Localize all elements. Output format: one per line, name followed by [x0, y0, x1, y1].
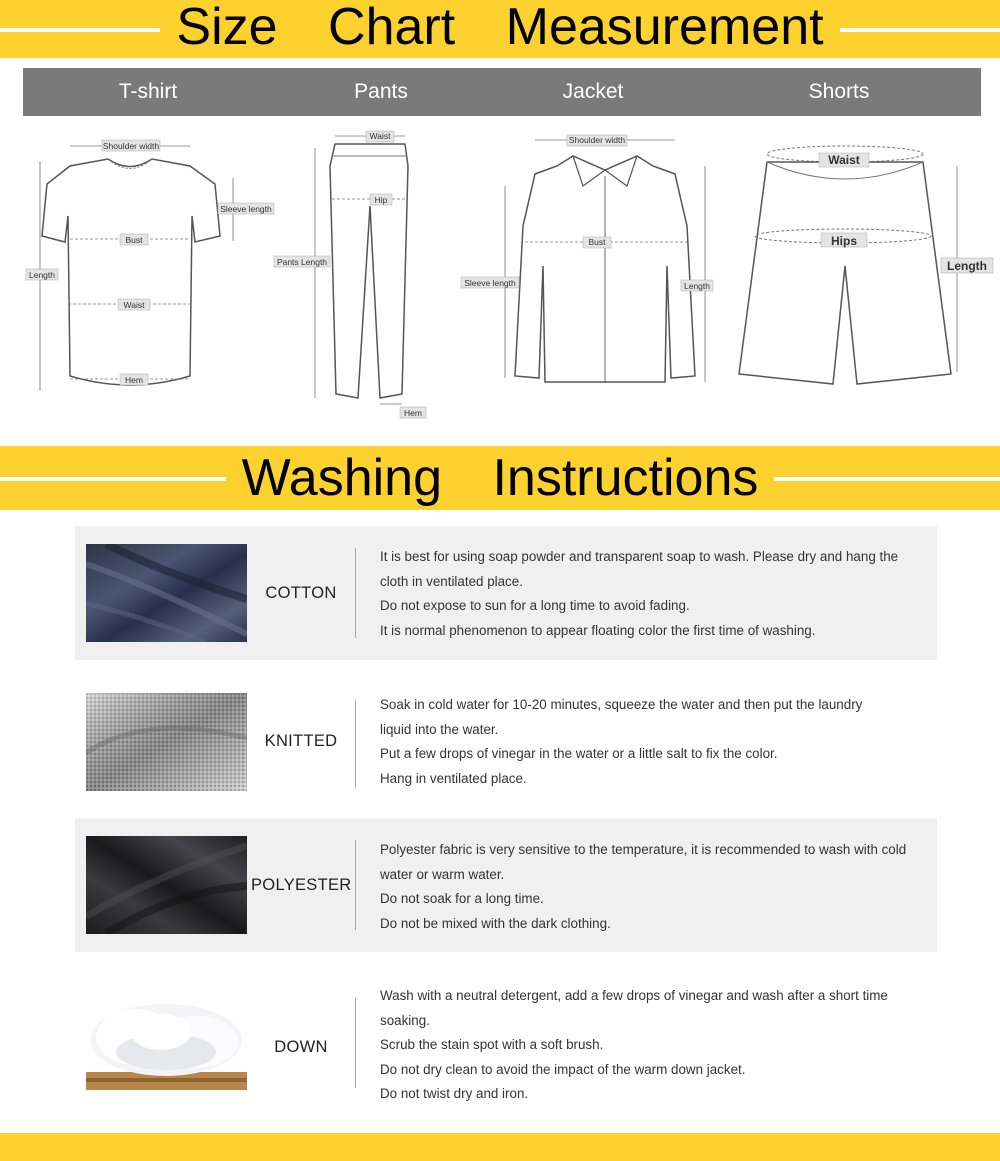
title-word: Instructions [484, 449, 766, 507]
fabric-row-cotton [75, 526, 937, 660]
garment-label-tshirt: T-shirt [118, 80, 178, 103]
label-length: Length [29, 270, 55, 280]
title-word: Chart [320, 0, 463, 56]
instructions-text [380, 545, 935, 643]
shorts-drawing [725, 126, 995, 426]
label-hem: Hem [125, 375, 143, 385]
fabric-name: POLYESTER [251, 876, 352, 894]
row-divider [355, 548, 356, 638]
label-shoulder-width: Shoulder width [568, 135, 626, 145]
instruction-line: Scrub the stain spot with a soft brush. [380, 1037, 604, 1053]
pants-drawing [270, 126, 460, 426]
size-chart-banner [0, 0, 1000, 58]
instruction-line: Polyester fabric is very sensitive to the temperature, it is recommended to wash with cold [380, 842, 907, 857]
polyester-swatch [86, 836, 247, 934]
shorts-diagram [725, 126, 995, 426]
fabric-row-down [75, 972, 937, 1122]
fabric-name: KNITTED [264, 732, 338, 750]
label-waist: Waist [123, 300, 145, 310]
garment-type-bar [23, 68, 981, 116]
instructions-text [380, 984, 935, 1107]
tshirt-drawing [20, 126, 280, 426]
row-divider [355, 840, 356, 930]
title-word: Measurement [498, 0, 832, 56]
fabric-row-polyester [75, 818, 937, 952]
instruction-line: Put a few drops of vinegar in the water or a little salt to fix the color. [380, 746, 778, 762]
row-divider [355, 700, 356, 788]
instruction-line: Wash with a neutral detergent, add a few drops of vinegar and wash after a short time [380, 988, 888, 1003]
cotton-swatch [86, 544, 247, 642]
fabric-row-knitted [75, 674, 937, 808]
label-hip: Hip [374, 195, 388, 205]
tshirt-diagram [20, 126, 280, 426]
label-bust: Bust [125, 235, 143, 245]
label-waist: Waist [369, 131, 391, 141]
garment-label-shorts: Shorts [808, 80, 870, 103]
label-sleeve-length: Sleeve length [464, 278, 516, 288]
instruction-line: It is best for using soap powder and transparent soap to wash. Please dry and hang the [380, 549, 899, 564]
knitted-swatch [86, 693, 247, 791]
size-chart-title [0, 0, 1000, 58]
title-word: Size [168, 0, 285, 56]
instruction-line: Hang in ventilated place. [380, 770, 527, 786]
washing-banner [0, 446, 1000, 510]
bottom-banner [0, 1133, 1000, 1161]
instruction-line: Do not dry clean to avoid the impact of the warm down jacket. [380, 1061, 746, 1077]
instruction-line: water or warm water. [380, 866, 505, 882]
label-waist: Waist [828, 153, 860, 167]
instruction-line: Do not twist dry and iron. [380, 1086, 529, 1102]
label-hips: Hips [830, 234, 858, 248]
instruction-line: Do not be mixed with the dark clothing. [380, 915, 611, 931]
garment-label-pants: Pants [354, 80, 408, 103]
instruction-line: Soak in cold water for 10-20 minutes, squeeze the water and then put the laundry [380, 697, 863, 712]
instructions-text [380, 838, 935, 936]
instructions-text [380, 693, 935, 791]
instruction-line: soaking. [380, 1012, 430, 1028]
jacket-diagram [455, 126, 725, 426]
label-sleeve-length: Sleeve length [220, 204, 272, 214]
instruction-line: Do not soak for a long time. [380, 891, 544, 907]
label-hem: Hem [404, 408, 422, 418]
title-word: Washing [234, 449, 450, 507]
row-divider [355, 998, 356, 1088]
instruction-line: liquid into the water. [380, 721, 499, 737]
fabric-name: COTTON [265, 584, 337, 602]
instruction-line: It is normal phenomenon to appear floating color the first time of washing. [380, 622, 816, 638]
label-length: Length [947, 259, 987, 273]
label-pants-length: Pants Length [276, 257, 328, 267]
instruction-line: Do not expose to sun for a long time to avoid fading. [380, 598, 690, 614]
fabric-name: DOWN [274, 1038, 328, 1056]
label-length: Length [684, 281, 710, 291]
garment-label-jacket: Jacket [562, 80, 624, 103]
down-swatch [86, 992, 247, 1090]
instruction-line: cloth in ventilated place. [380, 573, 523, 589]
label-shoulder-width: Shoulder width [102, 141, 160, 151]
washing-title [0, 446, 1000, 510]
label-bust: Bust [588, 237, 606, 247]
pants-diagram [270, 126, 460, 426]
jacket-drawing [455, 126, 725, 426]
